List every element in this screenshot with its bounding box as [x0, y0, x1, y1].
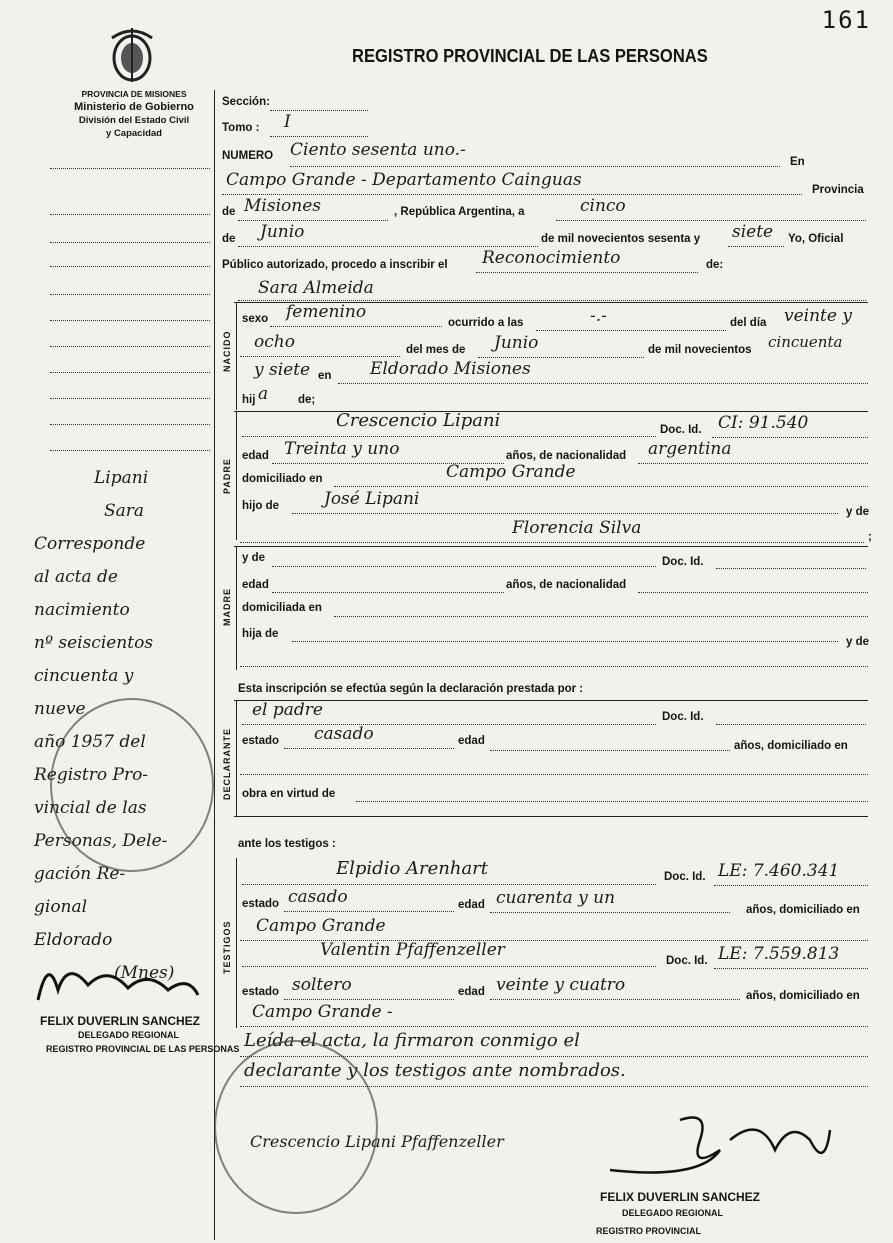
seccion-label: Sección: [222, 96, 270, 108]
ocurrido-label: ocurrido a las [448, 317, 524, 329]
del-dia-label: del día [730, 317, 767, 329]
madre-dom-label: domiciliada en [242, 602, 322, 614]
padre-edad-value: Treinta y uno [284, 439, 400, 459]
anio-nac-1-value: cincuenta [768, 333, 843, 351]
testigo2-doc-value: LE: 7.559.813 [718, 944, 840, 964]
lugar-value: Campo Grande - Departamento Cainguas [226, 170, 582, 190]
declarante-edad-label: edad [458, 735, 485, 747]
margin-stamp-office: REGISTRO PROVINCIAL DE LAS PERSONAS [46, 1044, 240, 1054]
declarante-estado-value: casado [314, 724, 374, 744]
testigos-label: ante los testigos : [238, 838, 336, 850]
yo-oficial-label: Yo, Oficial [788, 233, 844, 245]
testigos-bracket [236, 858, 237, 1028]
provincia-label: Provincia [812, 184, 864, 196]
issuer-block [60, 88, 208, 140]
testigo1-doc-label: Doc. Id. [664, 871, 706, 883]
padre-edad-label: edad [242, 450, 269, 462]
province-name: PROVINCIA DE MISIONES [81, 89, 187, 99]
padre-nac-label: años, de nacionalidad [506, 450, 627, 462]
madre-y-de-label: y de [242, 552, 266, 564]
official-stamp-role: DELEGADO REGIONAL [622, 1208, 724, 1218]
padre-doc-value: CI: 91.540 [718, 413, 809, 433]
madre-doc-label: Doc. Id. [662, 556, 704, 568]
dia-nac-1-value: veinte y [784, 306, 852, 326]
y-de-label: y de [846, 506, 870, 518]
madre-edad-label: edad [242, 579, 269, 591]
lugar-nac-value: Eldorado Misiones [370, 359, 531, 379]
hora-value: -.- [590, 306, 607, 326]
publico-label: Público autorizado, procedo a inscribir el [222, 259, 448, 271]
de-mil-nov-label: de mil novecientos [648, 344, 752, 356]
dia-value: cinco [580, 196, 626, 216]
signatures-value: Crescencio Lipani Pfaffenzeller [250, 1132, 504, 1151]
numero-label: NUMERO [222, 150, 274, 162]
abuela-value: Florencia Silva [512, 518, 642, 538]
madre-bracket [236, 546, 237, 670]
testigo1-value: Elpidio Arenhart [336, 858, 489, 879]
testigo1-doc-value: LE: 7.460.341 [718, 861, 840, 881]
declarante-label: DECLARANTE [222, 728, 232, 800]
nacido-bracket [236, 302, 237, 410]
tomo-label: Tomo : [222, 122, 260, 134]
closing-line-1: Leída el acta, la firmaron conmigo el [244, 1030, 580, 1051]
testigo1-edad-label: edad [458, 899, 485, 911]
inscripcion-label: Esta inscripción se efectúa según la declaración prestada por : [238, 683, 584, 695]
hij-suffix: a [258, 384, 269, 404]
margin-seal [50, 698, 214, 872]
dia-nac-2-value: ocho [254, 332, 295, 352]
del-mes-label: del mes de [406, 344, 466, 356]
padre-bottom-line [234, 546, 868, 547]
official-seal [214, 1040, 378, 1214]
madre-label: MADRE [222, 588, 232, 626]
testigo2-estado-value: soltero [292, 975, 352, 995]
declarante-dom-label: años, domiciliado en [734, 740, 848, 752]
hij-de-label: de; [298, 394, 316, 406]
testigo1-dom-label: años, domiciliado en [746, 904, 860, 916]
hij-label: hij [242, 394, 256, 406]
margin-divider [214, 90, 215, 1240]
document-title: REGISTRO PROVINCIAL DE LAS PERSONAS [352, 46, 708, 66]
en-label: En [790, 156, 805, 168]
margin-note: Lipani Sara Corresponde al acta de nacimiento nº seiscientos cincuenta y nueve año 1957 del Registro Pro- vincial de las Personas, Dele- gación Re- gional Eldorado (Mnes) [34, 468, 175, 983]
testigo2-value: Valentin Pfaffenzeller [320, 940, 505, 960]
testigo2-estado-label: estado [242, 986, 280, 998]
testigo1-estado-value: casado [288, 887, 348, 907]
testigo2-dom-value: Campo Grande - [252, 1002, 393, 1022]
madre-nac-label: años, de nacionalidad [506, 579, 627, 591]
de-colon-label: de: [706, 259, 724, 271]
madre-y-de-label-2: y de [846, 636, 870, 648]
anio-value: siete [732, 222, 774, 242]
testigo1-dom-value: Campo Grande [256, 916, 386, 936]
provincia-value: Misiones [244, 196, 321, 216]
page-number: 161 [821, 6, 871, 34]
nombre-value: Sara Almeida [258, 278, 374, 298]
padre-label: PADRE [222, 458, 232, 494]
testigo2-edad-label: edad [458, 986, 485, 998]
tomo-value: I [284, 112, 291, 132]
official-stamp-name: FELIX DUVERLIN SANCHEZ [600, 1190, 761, 1204]
padre-doc-label: Doc. Id. [660, 424, 702, 436]
sexo-label: sexo [242, 313, 269, 325]
abuelo-value: José Lipani [324, 489, 420, 509]
semicolon-label: ; [868, 531, 872, 543]
margin-stamp-role: DELEGADO REGIONAL [78, 1030, 180, 1040]
declarante-estado-label: estado [242, 735, 280, 747]
division-name-2: y Capacidad [106, 128, 162, 139]
closing-line-2: declarante y los testigos ante nombrados. [244, 1060, 626, 1081]
declarante-top-line [234, 700, 868, 701]
declarante-bracket [236, 700, 237, 816]
anio-nac-2-value: y siete [254, 360, 311, 380]
testigo1-edad-value: cuarenta y un [496, 888, 616, 908]
en-small-label: en [318, 370, 332, 382]
declarante-value: el padre [252, 700, 323, 720]
nacido-bottom-line [234, 411, 868, 412]
nacido-label: NACIDO [222, 330, 232, 372]
numero-value: Ciento sesenta uno.- [290, 140, 466, 160]
margin-signature-icon [28, 950, 208, 1010]
padre-bracket [236, 412, 237, 540]
official-stamp-office: REGISTRO PROVINCIAL [596, 1226, 702, 1236]
margin-stamp-name: FELIX DUVERLIN SANCHEZ [40, 1014, 201, 1028]
testigo2-doc-label: Doc. Id. [666, 955, 708, 967]
coat-of-arms-icon [106, 24, 158, 86]
padre-nombre-value: Crescencio Lipani [336, 410, 501, 431]
acto-value: Reconocimiento [482, 248, 621, 268]
padre-nac-value: argentina [648, 439, 732, 459]
republica-label: , República Argentina, a [394, 206, 525, 218]
declarante-doc-label: Doc. Id. [662, 711, 704, 723]
mes-value: Junio [260, 222, 305, 242]
testigo1-estado-label: estado [242, 898, 280, 910]
mes-nac-value: Junio [494, 333, 539, 353]
testigo2-edad-value: veinte y cuatro [496, 975, 626, 995]
testigo2-dom-label: años, domiciliado en [746, 990, 860, 1002]
testigos-side-label: TESTIGOS [222, 920, 232, 974]
declarante-bottom-line [234, 816, 868, 817]
obra-label: obra en virtud de [242, 788, 336, 800]
hija-de-label: hija de [242, 628, 279, 640]
official-signature-icon [600, 1110, 840, 1190]
sesenta-label: de mil novecientos sesenta y [541, 233, 701, 245]
padre-dom-value: Campo Grande [446, 462, 576, 482]
hijo-de-label: hijo de [242, 500, 280, 512]
division-name: División del Estado Civil [78, 115, 190, 126]
padre-dom-label: domiciliado en [242, 473, 323, 485]
de-label-2: de [222, 233, 236, 245]
ministry-name: Ministerio de Gobierno [74, 101, 194, 113]
de-label: de [222, 206, 236, 218]
sexo-value: femenino [286, 302, 367, 322]
